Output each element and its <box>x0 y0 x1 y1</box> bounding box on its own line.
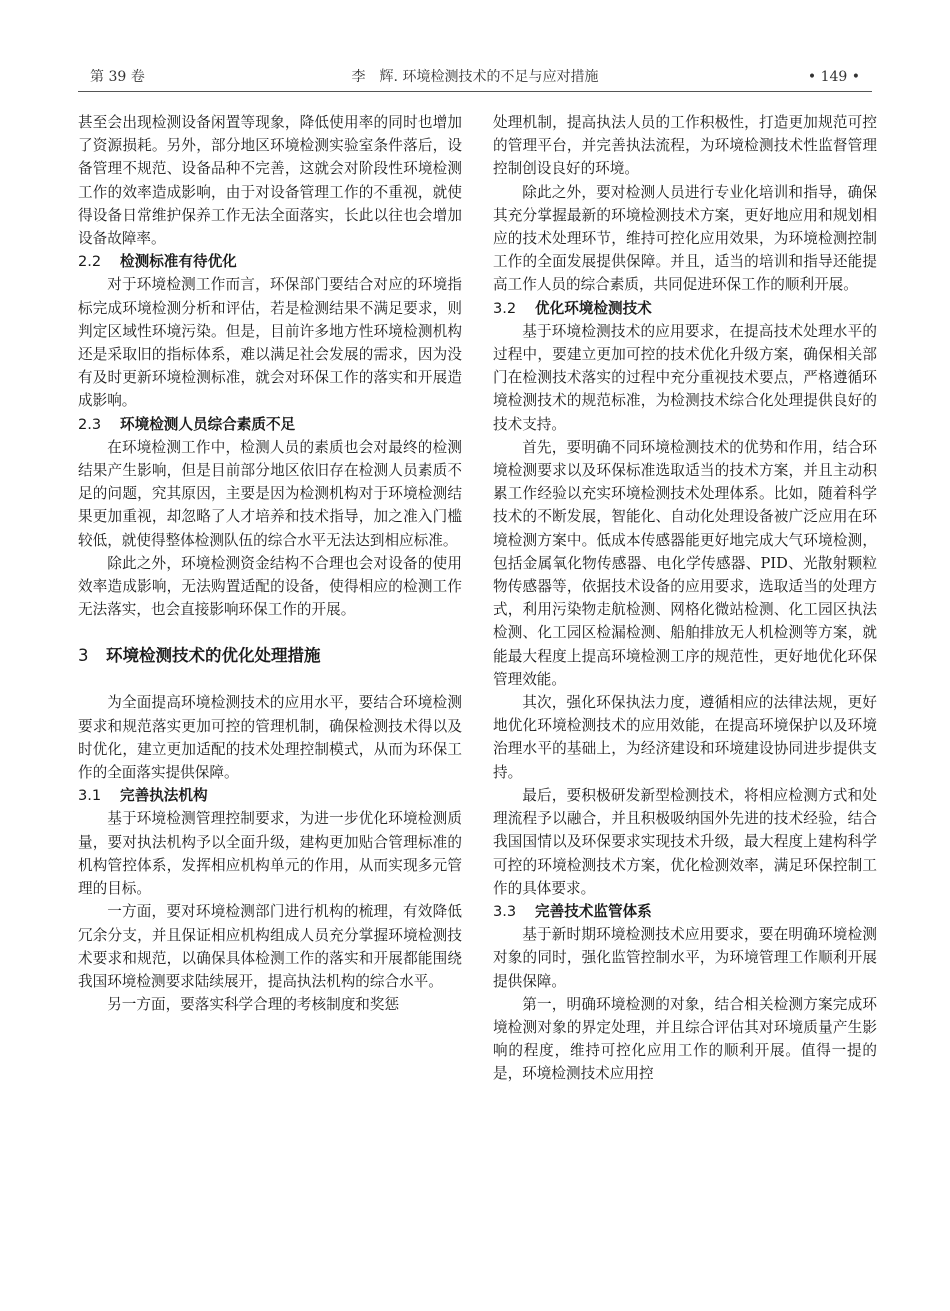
section-number: 2.3 <box>78 415 102 433</box>
paragraph: 对于环境检测工作而言，环保部门要结合对应的环境指标完成环境检测分析和评估，若是检测结果不满足要求，则判定区域性环境污染。但是，目前许多地方性环境检测机构还是采取旧的指标体系，难以满足社会发展的需求，因为没有及时更新环境检测标准，就会对环保工作的落实和开展造成影响。 <box>78 276 462 410</box>
paragraph: 基于环境检测管理控制要求，为进一步优化环境检测质量，要对执法机构予以全面升级，建构更加贴合管理标准的机构管控体系，发挥相应机构单元的作用，从而实现多元管理的目标。 <box>78 810 462 898</box>
paragraph: 一方面，要对环境检测部门进行机构的梳理，有效降低冗余分支，并且保证相应机构组成人员充分掌握环境检测技术要求和规范，以确保具体检测工作的落实和开展都能围绕我国环境检测要求陆续展开，提高执法机构的综合水平。 <box>78 903 462 990</box>
section-heading-3-2 <box>493 297 877 320</box>
paragraph: 除此之外，要对检测人员进行专业化培训和指导，确保其充分掌握最新的环境检测技术方案，更好地应用和规划相应的技术处理环节，维持可控化应用效果，为环境检测控制工作的全面发展提供保障。并且，适当的培训和指导还能提高工作人员的综合素质，共同促进环保工作的顺利开展。 <box>493 183 877 294</box>
left-column <box>78 111 462 1016</box>
paragraph: 甚至会出现检测设备闲置等现象，降低使用率的同时也增加了资源损耗。另外，部分地区环境检测实验室条件落后，设备管理不规范、设备品种不完善，这就会对阶段性环境检测工作的效率造成影响，由于对设备管理工作的不重视，就使得设备日常维护保养工作无法全面落实，长此以往也会增加设备故障率。 <box>78 114 462 248</box>
section-title: 完善执法机构 <box>120 787 208 805</box>
section-heading-3-1 <box>78 784 462 807</box>
paragraph: 首先，要明确不同环境检测技术的优势和作用，结合环境检测要求以及环保标准选取适当的技术方案，并且主动积累工作经验以充实环境检测技术处理体系。比如，随着科学技术的不断发展，智能化、自动化处理设备被广泛应用在环境检测方案中。低成本传感器能更好地完成大气环境检测，包括金属氧化物传感器、电化学传感器、PID、光散射颗粒物传感器等，依据技术设备的应用要求，选取适当的处理方式，利用污染物走航检测、网格化微站检测、化工园区执法检测、化工园区检漏检测、船舶排放无人机检测等方案，就能最大程度上提高环境检测工序的规范性，更好地优化环保管理效能。 <box>493 438 877 688</box>
section-title: 优化环境检测技术 <box>535 299 652 317</box>
volume-label: 第 39 卷 <box>90 69 145 85</box>
section-title: 检测标准有待优化 <box>120 253 237 271</box>
section-number: 2.2 <box>78 253 102 271</box>
section-title: 完善技术监管体系 <box>535 902 652 920</box>
section-number: 3.2 <box>493 299 517 317</box>
running-title: 李 辉. 环境检测技术的不足与应对措施 <box>351 69 599 85</box>
section-title: 环境检测技术的优化处理措施 <box>106 646 321 666</box>
running-header <box>78 66 872 88</box>
section-heading-3 <box>78 643 462 669</box>
paragraph: 其次，强化环保执法力度，遵循相应的法律法规，更好地优化环境检测技术的应用效能，在提高环境保护以及环境治理水平的基础上，为经济建设和环境建设协同进步提供支持。 <box>493 694 877 781</box>
paragraph: 基于环境检测技术的应用要求，在提高技术处理水平的过程中，要建立更加可控的技术优化升级方案，确保相关部门在检测技术落实的过程中充分重视技术要点，严格遵循环境检测技术的规范标准，为检测技术综合化处理提供良好的技术支持。 <box>493 322 877 433</box>
paragraph: 基于新时期环境检测技术应用要求，要在明确环境检测对象的同时，强化监管控制水平，为环境管理工作顺利开展提供保障。 <box>493 926 877 990</box>
paragraph: 除此之外，环境检测资金结构不合理也会对设备的使用效率造成影响，无法购置适配的设备，使得相应的检测工作无法落实，也会直接影响环保工作的开展。 <box>78 554 462 619</box>
right-column <box>493 111 877 1086</box>
paragraph: 为全面提高环境检测技术的应用水平，要结合环境检测要求和规范落实更加可控的管理机制，确保检测技术得以及时优化，建立更加适配的技术处理控制模式，从而为环保工作的全面落实提供保障。 <box>78 694 462 782</box>
paragraph: 处理机制，提高执法人员的工作积极性，打造更加规范可控的管理平台，并完善执法流程，为环境检测技术性监督管理控制创设良好的环境。 <box>493 114 877 178</box>
header-rule <box>78 91 872 92</box>
paragraph: 另一方面，要落实科学合理的考核制度和奖惩 <box>107 996 400 1014</box>
paragraph: 最后，要积极研发新型检测技术，将相应检测方式和处理流程予以融合，并且积极吸纳国外先进的技术经验，结合我国国情以及环保要求实现技术升级，最大程度上建构科学可控的环境检测技术方案，优化检测效率，满足环保控制工作的具体要求。 <box>493 786 877 897</box>
section-number: 3.3 <box>493 902 517 920</box>
section-heading-2-3 <box>78 413 462 436</box>
paragraph: 第一，明确环境检测的对象，结合相关检测方案完成环境检测对象的界定处理，并且综合评估其对环境质量产生影响的程度，维持可控化应用工作的顺利开展。值得一提的是，环境检测技术应用控 <box>493 995 877 1083</box>
paragraph: 在环境检测工作中，检测人员的素质也会对最终的检测结果产生影响，但是目前部分地区依旧存在检测人员素质不足的问题，究其原因，主要是因为检测机构对于环境检测结果更加重视，却忽略了人才培养和技术指导，加之准入门槛较低，就使得整体检测队伍的综合水平无法达到相应标准。 <box>78 438 462 549</box>
page-number: • 149 • <box>807 69 860 85</box>
section-heading-3-3 <box>493 900 877 923</box>
section-title: 环境检测人员综合素质不足 <box>120 415 296 433</box>
section-heading-2-2 <box>78 250 462 273</box>
section-number: 3 <box>78 646 89 666</box>
section-number: 3.1 <box>78 787 102 805</box>
